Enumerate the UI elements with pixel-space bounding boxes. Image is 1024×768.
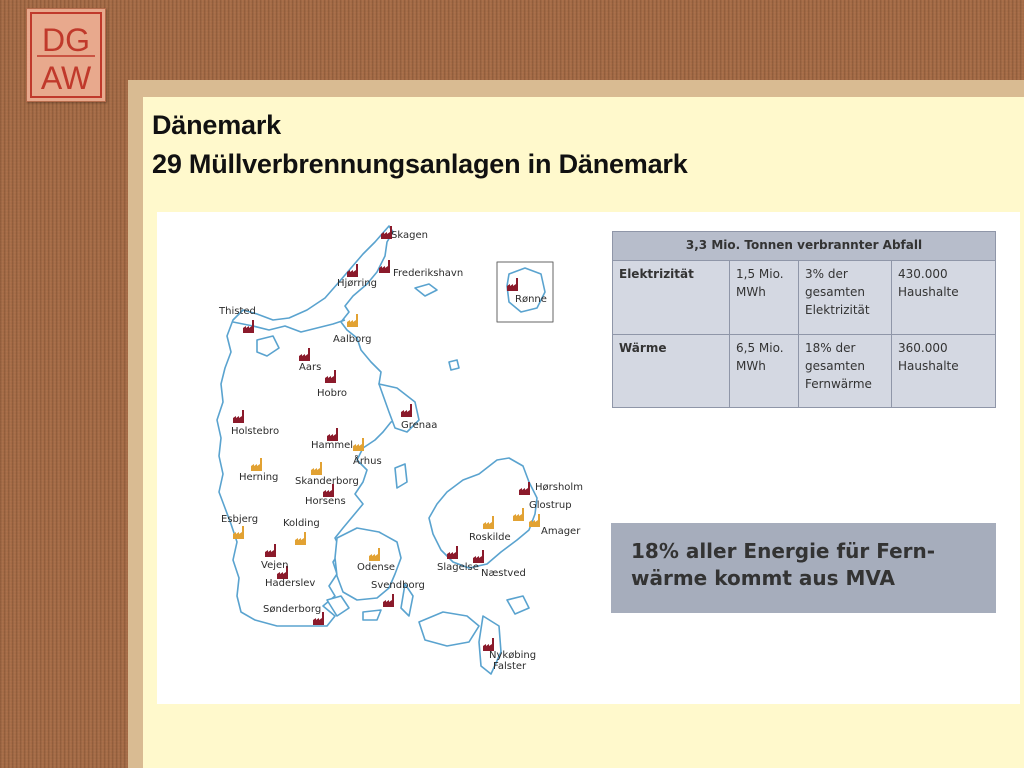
city-label: Hobro: [317, 388, 347, 399]
title-subtitle: 29 Müllverbrennungsanlagen in Dänemark: [152, 149, 688, 179]
city-label: Holstebro: [231, 426, 280, 437]
city-label: Grenaa: [401, 420, 438, 431]
households-count: 360.000: [898, 340, 948, 355]
share-line: 18% der: [805, 340, 856, 355]
share-line: 3% der: [805, 267, 848, 281]
share-line: gesamten: [805, 358, 865, 373]
city-label: Amager: [541, 526, 581, 537]
district-heating-callout: [611, 523, 996, 613]
dgaw-logo: [26, 8, 106, 102]
city-label: Slagelse: [437, 562, 479, 573]
city-label: Herning: [239, 472, 279, 483]
city-label: Hørsholm: [535, 482, 583, 493]
incineration-plant-icon: [347, 314, 358, 327]
households-label: Haushalte: [898, 358, 959, 373]
share-cell: [799, 261, 892, 335]
row-label: Wärme: [613, 334, 730, 408]
city-label: Næstved: [481, 568, 526, 579]
island-moen: [507, 596, 529, 614]
households-cell: [892, 334, 996, 408]
city-label: Odense: [357, 562, 396, 573]
city-label: Aalborg: [333, 334, 372, 345]
waste-incineration-table: [612, 231, 996, 408]
city-label: Aars: [299, 362, 322, 373]
amount-cell: [730, 334, 799, 408]
city-label: Svendborg: [371, 580, 425, 591]
callout-line1: 18% aller Energie für Fern-: [631, 539, 936, 563]
share-line: gesamten: [805, 285, 865, 299]
logo-line2: AW: [40, 60, 92, 96]
table-header: 3,3 Mio. Tonnen verbrannter Abfall: [613, 232, 996, 261]
row-label: Elektrizität: [613, 261, 730, 335]
city-label: Nykøbing Falster: [489, 650, 537, 672]
city-label: Vejen: [261, 560, 289, 571]
island-lolland: [419, 612, 479, 646]
city-label: Roskilde: [469, 532, 511, 543]
logo-line1: DG: [42, 22, 90, 58]
share-line: Elektrizität: [805, 303, 870, 317]
share-line: Fernwärme: [805, 376, 872, 391]
incineration-plant-icon: [383, 594, 394, 607]
city-label: Glostrup: [529, 500, 572, 511]
city-label: Århus: [353, 456, 382, 467]
city-label: Skagen: [391, 230, 428, 241]
island-aero: [363, 610, 381, 620]
city-label: Thisted: [219, 306, 256, 317]
table-row-electricity: [613, 261, 996, 335]
city-label: Frederikshavn: [393, 268, 464, 279]
amount-cell: [730, 261, 799, 335]
amount-unit: MWh: [736, 358, 766, 373]
city-label: Esbjerg: [221, 514, 259, 525]
slide-title: [152, 106, 688, 184]
households-label: Haushalte: [898, 285, 959, 299]
island-samso: [395, 464, 407, 488]
city-label: Sønderborg: [263, 604, 322, 615]
city-label: Kolding: [283, 518, 320, 529]
denmark-map: [157, 212, 597, 704]
households-count: 430.000: [898, 267, 948, 281]
city-label: Skanderborg: [295, 476, 359, 487]
households-cell: [892, 261, 996, 335]
island-anholt: [449, 360, 459, 370]
city-label: Hjørring: [337, 278, 377, 289]
title-country: Dänemark: [152, 110, 281, 140]
island-laeso: [415, 284, 437, 296]
dgaw-logo-mark: [27, 9, 105, 101]
city-label: Hammel: [311, 440, 354, 451]
amount-line: 1,5 Mio.: [736, 267, 784, 281]
amount-line: 6,5 Mio.: [736, 340, 784, 355]
city-label: Rønne: [515, 294, 547, 305]
city-label: Horsens: [305, 496, 346, 507]
city-label: Haderslev: [265, 578, 316, 589]
table-row-heat: [613, 334, 996, 408]
amount-unit: MWh: [736, 285, 766, 299]
callout-line2: wärme kommt aus MVA: [631, 566, 896, 590]
share-cell: [799, 334, 892, 408]
